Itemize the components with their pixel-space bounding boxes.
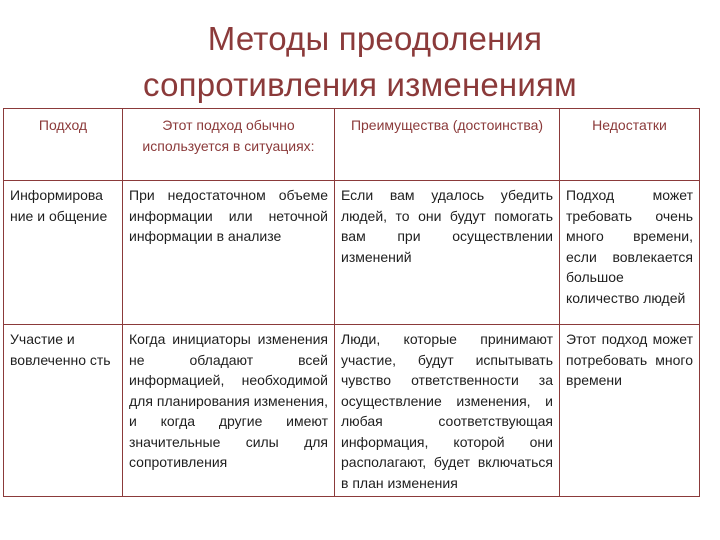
header-disadvantages: Недостатки: [560, 109, 700, 181]
title-line-1: Методы преодоления: [207, 20, 543, 57]
cell-advantages: Люди, которые принимают участие, будут испытывать чувство ответственности за осуществление изменения, и любая соответствующая информация, которой они располагают, будет включаться в план изменения: [335, 325, 560, 497]
title-line-2: сопротивления изменениям: [143, 66, 577, 103]
header-advantages: Преимущества (достоинства): [335, 109, 560, 181]
cell-disadvantages: Подход может требовать очень много времени, если вовлекается большое количество людей: [560, 181, 700, 325]
table-header-row: [4, 109, 700, 181]
table-row: [4, 325, 700, 497]
cell-disadvantages: Этот подход может потребовать много времени: [560, 325, 700, 497]
cell-approach: Участие и вовлеченно сть: [4, 325, 123, 497]
header-situations: Этот подход обычно используется в ситуациях:: [123, 109, 335, 181]
table-row: [4, 181, 700, 325]
cell-situations: Когда инициаторы изменения не обладают всей информацией, необходимой для планирования изменения, и когда другие имеют значительные силы для сопротивления: [123, 325, 335, 497]
methods-table: [3, 108, 700, 497]
page-title: [0, 16, 720, 108]
header-approach: Подход: [4, 109, 123, 181]
cell-advantages: Если вам удалось убедить людей, то они будут помогать вам при осуществлении изменений: [335, 181, 560, 325]
cell-situations: При недостаточном объеме информации или неточной информации в анализе: [123, 181, 335, 325]
cell-approach: Информирова ние и общение: [4, 181, 123, 325]
